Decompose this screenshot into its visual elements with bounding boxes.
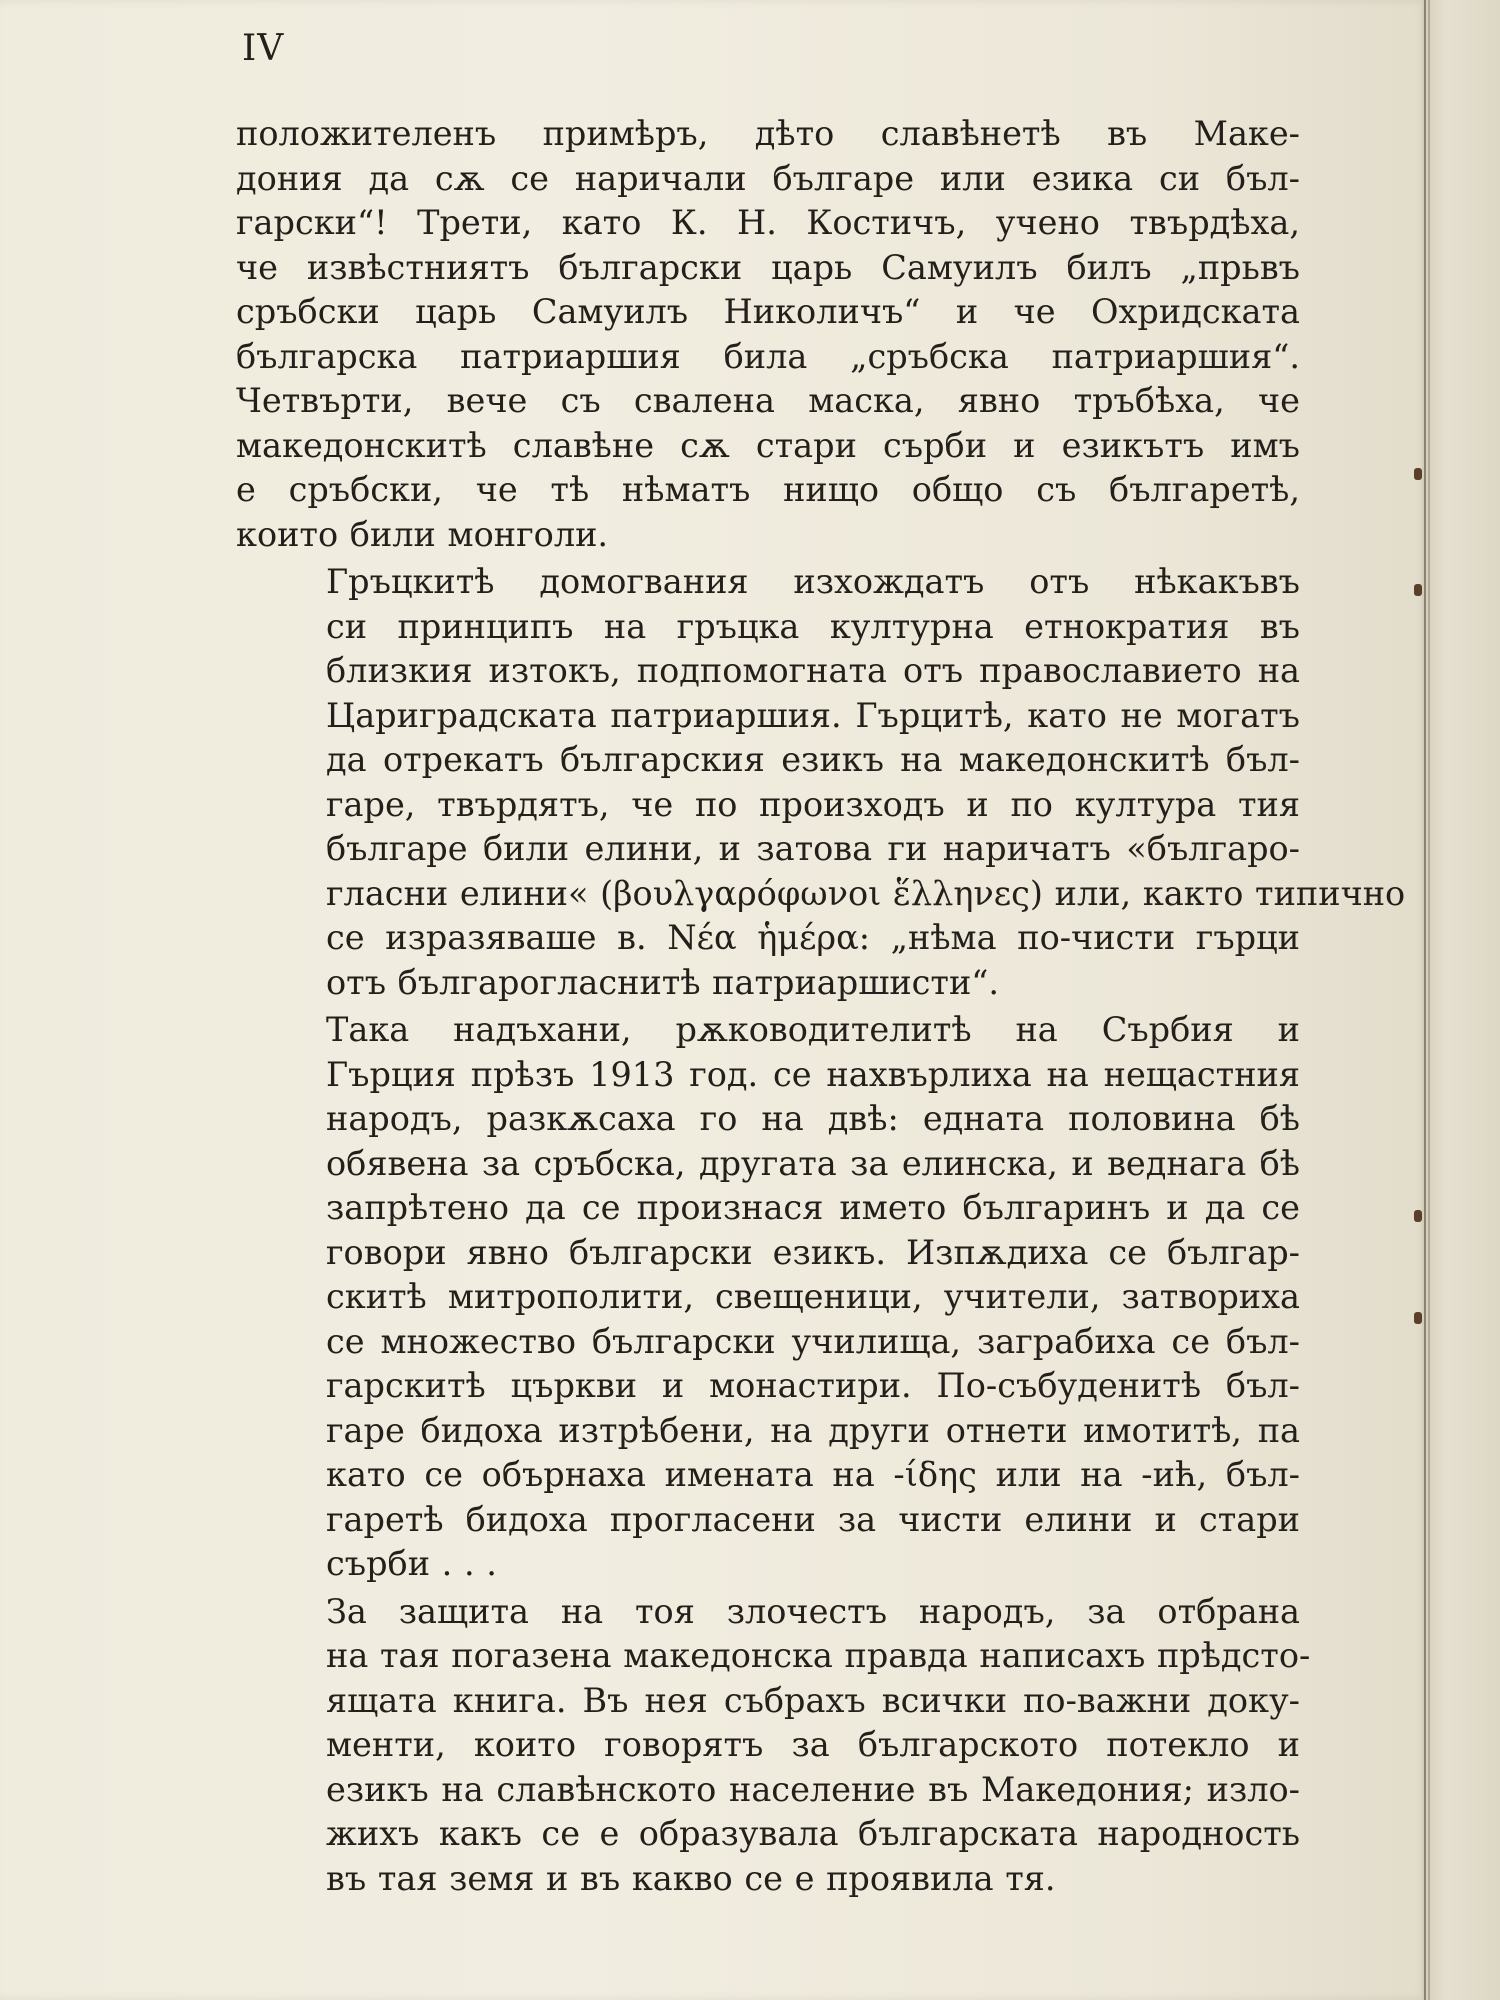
text-line: на тая погазена македонска правда написахъ прѣдсто- [326,1636,1311,1675]
paragraph [236,1008,1300,1587]
book-spine [1422,0,1500,2000]
text-line: близкия изтокъ, подпомогната отъ православието на [326,651,1300,690]
text-line: обявена за сръбска, другата за елинска, и веднага бѣ [326,1143,1300,1183]
text-line: За защита на тоя злочестъ народъ, за отбрана [326,1591,1300,1631]
text-line: Четвърти, вече съ свалена маска, явно тръбѣха, че [236,381,1300,420]
text-line: българе били елини, и затова ги наричатъ «българо- [326,829,1300,868]
text-line: сръбски царь Самуилъ Николичъ“ и че Охридската [236,292,1300,331]
text-line: да отрекатъ българския езикъ на македонскитѣ бъл- [326,740,1300,779]
page-body-text [236,112,1406,1904]
text-line: сърби . . . [326,1544,497,1583]
text-line: езикъ на славѣнското население въ Македония; изло- [326,1769,1300,1809]
text-line: гаре, твърдятъ, че по произходъ и по култура тия [326,784,1300,824]
text-line: че извѣстниятъ български царь Самуилъ билъ „прьвъ [236,247,1300,287]
text-line: дония да сѫ се наричали българе или езика си бъл- [236,158,1300,198]
paragraph [236,560,1406,1005]
text-line: си принципъ на гръцка културна етнократия въ [326,606,1300,646]
text-line: Така надъхани, рѫководителитѣ на Сърбия и [326,1010,1300,1049]
text-line: Цариградската патриаршия. Гърцитѣ, като не могатъ [326,695,1300,735]
text-line: македонскитѣ славѣне сѫ стари сърби и езикътъ имъ [236,425,1300,465]
text-line: народъ, разкѫсаха го на двѣ: едната половина бѣ [326,1099,1300,1138]
text-line: гаретѣ бидоха прогласени за чисти елини и стари [326,1499,1300,1539]
text-line: въ тая земя и въ какво се е проявила тя. [326,1858,1056,1898]
text-line: Гръцкитѣ домогвания изхождатъ отъ нѣкакъвъ [326,562,1300,601]
text-line: ящата книга. Въ нея събрахъ всички по-важни доку- [326,1680,1300,1720]
text-line: менти, които говорятъ за българското потекло и [326,1725,1300,1764]
binding-nail [1414,1312,1422,1324]
text-line: Гърция прѣзъ 1913 год. се нахвърлиха на нещастния [326,1054,1300,1094]
text-line: скитѣ митрополити, свещеници, учители, затвориха [326,1277,1300,1316]
text-line: се изразяваше в. Νέα ἡμέρα: „нѣма по-чисти гърци [326,918,1300,957]
text-line: е сръбски, че тѣ нѣматъ нищо общо съ българетѣ, [236,470,1300,509]
text-line: като се обърнаха имената на -ίδης или на -ић, бъл- [326,1455,1300,1494]
text-line: гаре бидоха изтрѣбени, на други отнети имотитѣ, па [326,1410,1300,1450]
binding-nail [1414,584,1422,596]
text-line: говори явно български езикъ. Изпѫдиха се българ- [326,1232,1300,1272]
text-line: българска патриаршия била „сръбска патриаршия“. [236,336,1300,376]
text-line: гарски“! Трети, като К. Н. Костичъ, учено твърдѣха, [236,203,1300,242]
text-line: гарскитѣ църкви и монастири. По-събуденитѣ бъл- [326,1366,1300,1405]
text-line: положителенъ примѣръ, дѣто славѣнетѣ въ Маке- [236,114,1300,153]
paragraph [236,1590,1311,1902]
text-line: запрѣтено да се произнася името българинъ и да се [326,1188,1300,1227]
paragraph [236,112,1300,557]
page-number: IV [242,28,285,69]
text-line: се множество български училища, заграбиха се бъл- [326,1321,1300,1361]
text-line: жихъ какъ се е образувала българската народность [326,1814,1300,1853]
text-line: гласни елини« (βουλγαρόφωνοι ἕλληνες) или, както типично [326,873,1406,913]
text-line: които били монголи. [236,514,609,554]
binding-nail [1414,1210,1422,1222]
binding-nail [1414,468,1422,480]
text-line: отъ българогласнитѣ патриаршисти“. [326,962,1000,1002]
